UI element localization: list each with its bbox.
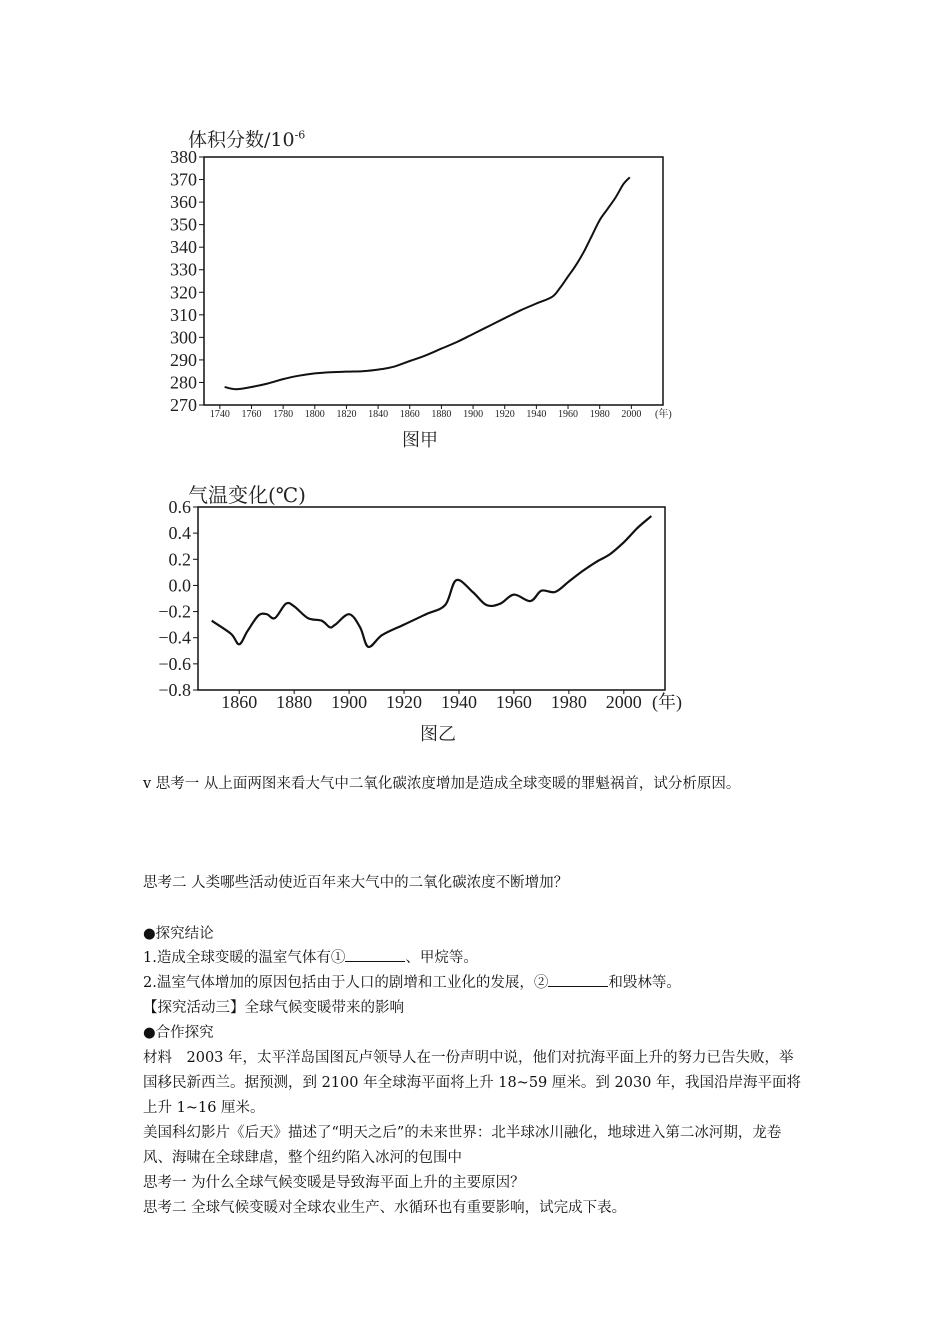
y-tick-label: 290: [170, 349, 197, 370]
y-tick-label: 310: [170, 304, 197, 325]
question-2: 思考二 人类哪些活动使近百年来大气中的二氧化碳浓度不断增加？: [143, 875, 569, 891]
y-tick-label: 0.0: [168, 575, 191, 596]
x-tick-label: 1880: [276, 692, 313, 712]
x-tick-label: 1940: [440, 692, 477, 712]
x-tick-label: 2000: [621, 409, 642, 420]
question-4: 思考二 全球气候变暖对全球农业生产、水循环也有重要影响，试完成下表。: [143, 1200, 627, 1216]
chart-yi-title: 气温变化(℃): [188, 483, 306, 507]
x-tick-label: 1740: [209, 409, 230, 420]
y-tick-label: 300: [170, 327, 197, 348]
x-tick-label: 1940: [526, 409, 547, 420]
x-axis-unit: (年): [652, 692, 682, 712]
y-tick-label: 280: [170, 372, 197, 393]
x-tick-label: 1980: [589, 409, 610, 420]
conclusion-item-2: 2.温室气体增加的原因包括由于人口的剧增和工业化的发展，② 和毁林等。: [143, 971, 681, 996]
x-tick-label: 1880: [431, 409, 452, 420]
blank-2[interactable]: [548, 972, 608, 987]
blank-1[interactable]: [345, 947, 405, 962]
x-tick-label: 1960: [558, 409, 579, 420]
x-axis-unit: (年): [655, 409, 672, 420]
y-tick-label: 330: [170, 259, 197, 280]
conclusion-item-1: 1.造成全球变暖的温室气体有① 、甲烷等。: [143, 946, 478, 971]
x-tick-label: 1920: [386, 692, 423, 712]
y-tick-label: 0.6: [168, 497, 191, 517]
x-tick-label: 1900: [331, 692, 368, 712]
material-paragraph: 材料 2003 年，太平洋岛国图瓦卢领导人在一份声明中说，他们对抗海平面上升的努力已告失败，举国移民新西兰。据预测，到 2100 年全球海平面将上升 18~59 厘米。到 2030 年，我国沿岸海平面将上升 1~16 厘米。: [143, 1050, 802, 1116]
x-tick-label: 1760: [241, 409, 262, 420]
chart-yi-series-line: [212, 516, 652, 647]
cooperation-heading: ●合作探究: [143, 1025, 214, 1041]
movie-paragraph: 美国科幻影片《后天》描述了“明天之后”的未来世界：北半球冰川融化，地球进入第二冰河期，龙卷风、海啸在全球肆虐，整个纽约陷入冰河的包围中: [143, 1125, 782, 1166]
chart-yi-caption: 图乙: [420, 724, 456, 745]
question-3: 思考一 为什么全球气候变暖是导致海平面上升的主要原因？: [143, 1175, 525, 1191]
x-tick-label: 1900: [463, 409, 484, 420]
y-tick-label: −0.6: [158, 653, 191, 674]
question-1: v 思考一 从上面两图来看大气中二氧化碳浓度增加是造成全球变暖的罪魁祸首，试分析原因。: [143, 776, 741, 792]
y-tick-label: 360: [170, 192, 197, 213]
y-tick-label: 0.4: [168, 523, 191, 544]
x-tick-label: 1920: [494, 409, 515, 420]
chart-jia-title: 体积分数$/10^{-6}$: [188, 128, 306, 151]
y-tick-label: 380: [170, 147, 197, 167]
x-tick-label: 2000: [605, 692, 642, 712]
y-tick-label: −0.4: [158, 627, 191, 648]
activity-3-heading: 【探究活动三】全球气候变暖带来的影响: [143, 1000, 404, 1016]
y-tick-label: −0.2: [158, 601, 191, 622]
y-tick-label: 270: [170, 395, 197, 415]
x-tick-label: 1780: [273, 409, 294, 420]
chart-jia-caption: 图甲: [402, 430, 438, 451]
x-tick-label: 1860: [221, 692, 258, 712]
y-tick-label: 320: [170, 282, 197, 303]
x-tick-label: 1860: [399, 409, 420, 420]
x-tick-label: 1840: [368, 409, 389, 420]
y-tick-label: 370: [170, 169, 197, 190]
x-tick-label: 1960: [495, 692, 532, 712]
conclusion-heading: ●探究结论: [143, 926, 214, 942]
y-tick-label: 350: [170, 214, 197, 235]
x-tick-label: 1820: [336, 409, 357, 420]
y-tick-label: 340: [170, 237, 197, 258]
y-tick-label: 0.2: [168, 549, 191, 570]
x-tick-label: 1800: [304, 409, 325, 420]
chart-yi-frame: [198, 507, 665, 690]
y-tick-label: −0.8: [158, 680, 191, 700]
x-tick-label: 1980: [550, 692, 587, 712]
